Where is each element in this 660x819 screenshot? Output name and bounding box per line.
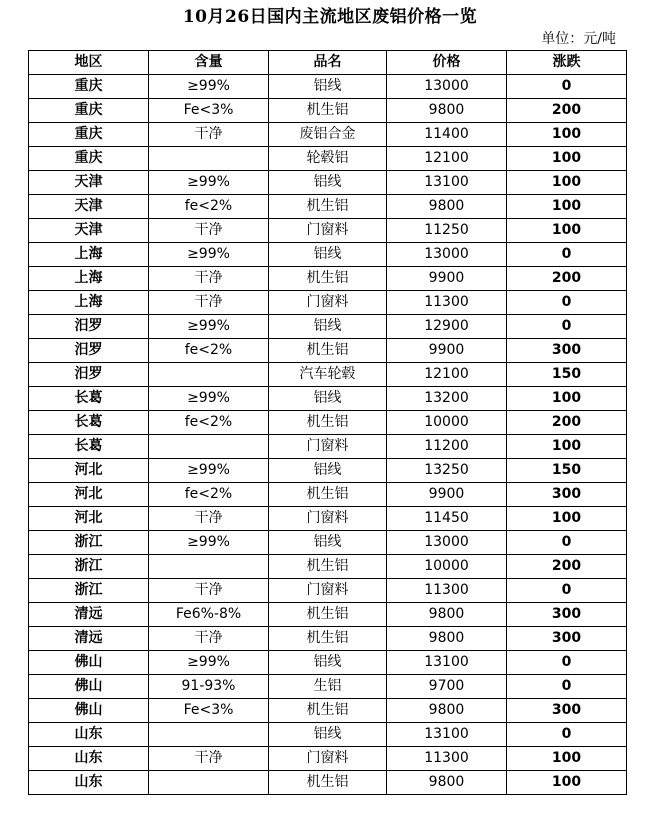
cell-product: 门窗料 [269,579,387,603]
unit-label: 单位：元/吨 [541,31,616,47]
table-row [29,99,627,123]
cell-price: 11400 [387,123,507,147]
table-row [29,555,627,579]
table-row [29,171,627,195]
cell-product: 机生铝 [269,411,387,435]
cell-price: 13000 [387,531,507,555]
cell-price: 9900 [387,339,507,363]
table-row [29,675,627,699]
cell-product: 废铝合金 [269,123,387,147]
table-row [29,195,627,219]
cell-change: 100 [507,123,627,147]
cell-price: 13000 [387,75,507,99]
cell-change: 100 [507,387,627,411]
cell-content [149,147,269,171]
cell-product: 门窗料 [269,435,387,459]
cell-content [149,555,269,579]
cell-content: ≥99% [149,243,269,267]
cell-product: 生铝 [269,675,387,699]
cell-content: fe<2% [149,195,269,219]
cell-change: 150 [507,459,627,483]
cell-price: 9800 [387,771,507,795]
cell-region: 天津 [29,195,149,219]
table-row [29,507,627,531]
table-row [29,723,627,747]
cell-region: 上海 [29,243,149,267]
cell-price: 11300 [387,579,507,603]
cell-change: 0 [507,291,627,315]
cell-change: 100 [507,435,627,459]
cell-content: ≥99% [149,171,269,195]
cell-change: 200 [507,411,627,435]
cell-change: 0 [507,531,627,555]
table-row [29,459,627,483]
cell-region: 天津 [29,219,149,243]
cell-product: 机生铝 [269,267,387,291]
table-row [29,123,627,147]
cell-change: 200 [507,555,627,579]
cell-region: 浙江 [29,555,149,579]
table-row [29,651,627,675]
cell-content: 91-93% [149,675,269,699]
table-row [29,339,627,363]
cell-change: 100 [507,147,627,171]
cell-change: 300 [507,699,627,723]
table-row [29,219,627,243]
cell-content: ≥99% [149,387,269,411]
cell-region: 重庆 [29,147,149,171]
page-title: 10月26日国内主流地区废铝价格一览 [182,7,478,27]
cell-region: 重庆 [29,75,149,99]
cell-change: 300 [507,483,627,507]
cell-price: 12100 [387,147,507,171]
cell-product: 铝线 [269,171,387,195]
cell-content: ≥99% [149,315,269,339]
table-row [29,747,627,771]
cell-price: 9800 [387,195,507,219]
cell-content [149,363,269,387]
cell-product: 机生铝 [269,339,387,363]
cell-price: 13100 [387,723,507,747]
cell-region: 河北 [29,507,149,531]
cell-content: fe<2% [149,411,269,435]
table-row [29,243,627,267]
cell-content: Fe<3% [149,699,269,723]
table-row [29,363,627,387]
cell-region: 长葛 [29,387,149,411]
cell-content: 干净 [149,579,269,603]
cell-content: 干净 [149,123,269,147]
cell-price: 13000 [387,243,507,267]
cell-product: 铝线 [269,531,387,555]
cell-region: 佛山 [29,651,149,675]
cell-price: 11450 [387,507,507,531]
cell-price: 10000 [387,555,507,579]
cell-change: 0 [507,675,627,699]
cell-region: 浙江 [29,579,149,603]
cell-change: 300 [507,339,627,363]
cell-change: 300 [507,603,627,627]
cell-content [149,771,269,795]
cell-product: 门窗料 [269,219,387,243]
table-row [29,315,627,339]
cell-region: 佛山 [29,675,149,699]
table-row [29,603,627,627]
cell-price: 9800 [387,99,507,123]
cell-product: 铝线 [269,75,387,99]
cell-product: 铝线 [269,723,387,747]
cell-region: 长葛 [29,435,149,459]
cell-region: 山东 [29,723,149,747]
cell-change: 300 [507,627,627,651]
cell-product: 门窗料 [269,507,387,531]
cell-price: 9900 [387,483,507,507]
cell-product: 铝线 [269,243,387,267]
cell-content [149,723,269,747]
cell-region: 山东 [29,747,149,771]
cell-price: 13200 [387,387,507,411]
header-content: 含量 [149,51,269,75]
cell-change: 100 [507,771,627,795]
table-body [29,75,627,795]
price-table [28,50,627,795]
cell-region: 汨罗 [29,363,149,387]
cell-content: ≥99% [149,459,269,483]
cell-content: 干净 [149,627,269,651]
cell-content [149,435,269,459]
cell-content: fe<2% [149,483,269,507]
header-region: 地区 [29,51,149,75]
cell-price: 12900 [387,315,507,339]
cell-change: 100 [507,171,627,195]
header-price: 价格 [387,51,507,75]
table-row [29,483,627,507]
header-product: 品名 [269,51,387,75]
cell-price: 11300 [387,291,507,315]
cell-product: 机生铝 [269,627,387,651]
table-row [29,387,627,411]
cell-region: 佛山 [29,699,149,723]
table-row [29,75,627,99]
cell-product: 机生铝 [269,555,387,579]
cell-price: 9800 [387,699,507,723]
header-row [29,51,627,75]
cell-product: 铝线 [269,651,387,675]
cell-change: 100 [507,219,627,243]
cell-change: 0 [507,651,627,675]
cell-product: 机生铝 [269,483,387,507]
table-row [29,627,627,651]
cell-change: 200 [507,267,627,291]
cell-price: 13100 [387,171,507,195]
cell-product: 机生铝 [269,771,387,795]
cell-change: 150 [507,363,627,387]
cell-price: 9800 [387,603,507,627]
cell-region: 清远 [29,627,149,651]
cell-region: 上海 [29,267,149,291]
cell-change: 0 [507,75,627,99]
cell-region: 河北 [29,483,149,507]
cell-product: 轮毂铝 [269,147,387,171]
cell-price: 11300 [387,747,507,771]
cell-change: 0 [507,723,627,747]
cell-price: 13100 [387,651,507,675]
cell-region: 重庆 [29,99,149,123]
cell-content: ≥99% [149,531,269,555]
cell-product: 机生铝 [269,195,387,219]
cell-price: 11250 [387,219,507,243]
table-row [29,699,627,723]
table-row [29,771,627,795]
cell-content: 干净 [149,219,269,243]
cell-product: 机生铝 [269,699,387,723]
cell-region: 汨罗 [29,339,149,363]
cell-price: 9700 [387,675,507,699]
cell-price: 9900 [387,267,507,291]
cell-region: 汨罗 [29,315,149,339]
cell-change: 200 [507,99,627,123]
cell-change: 100 [507,195,627,219]
cell-change: 100 [507,747,627,771]
cell-region: 河北 [29,459,149,483]
cell-product: 门窗料 [269,291,387,315]
cell-product: 机生铝 [269,603,387,627]
cell-price: 10000 [387,411,507,435]
table-row [29,579,627,603]
cell-region: 清远 [29,603,149,627]
cell-change: 100 [507,507,627,531]
cell-product: 铝线 [269,459,387,483]
cell-product: 门窗料 [269,747,387,771]
cell-change: 0 [507,579,627,603]
cell-product: 铝线 [269,315,387,339]
cell-product: 汽车轮毂 [269,363,387,387]
cell-region: 天津 [29,171,149,195]
cell-region: 浙江 [29,531,149,555]
cell-price: 12100 [387,363,507,387]
cell-content: 干净 [149,291,269,315]
cell-content: ≥99% [149,651,269,675]
cell-region: 长葛 [29,411,149,435]
table-row [29,147,627,171]
cell-product: 铝线 [269,387,387,411]
cell-region: 上海 [29,291,149,315]
cell-change: 0 [507,243,627,267]
cell-region: 重庆 [29,123,149,147]
table-row [29,531,627,555]
cell-price: 9800 [387,627,507,651]
cell-content: fe<2% [149,339,269,363]
table-row [29,267,627,291]
table-row [29,435,627,459]
table-row [29,411,627,435]
cell-content: 干净 [149,507,269,531]
cell-region: 山东 [29,771,149,795]
cell-content: Fe6%-8% [149,603,269,627]
cell-change: 0 [507,315,627,339]
table-row [29,291,627,315]
cell-content: 干净 [149,747,269,771]
cell-content: 干净 [149,267,269,291]
header-change: 涨跌 [507,51,627,75]
cell-content: Fe<3% [149,99,269,123]
cell-price: 11200 [387,435,507,459]
cell-price: 13250 [387,459,507,483]
cell-product: 机生铝 [269,99,387,123]
cell-content: ≥99% [149,75,269,99]
